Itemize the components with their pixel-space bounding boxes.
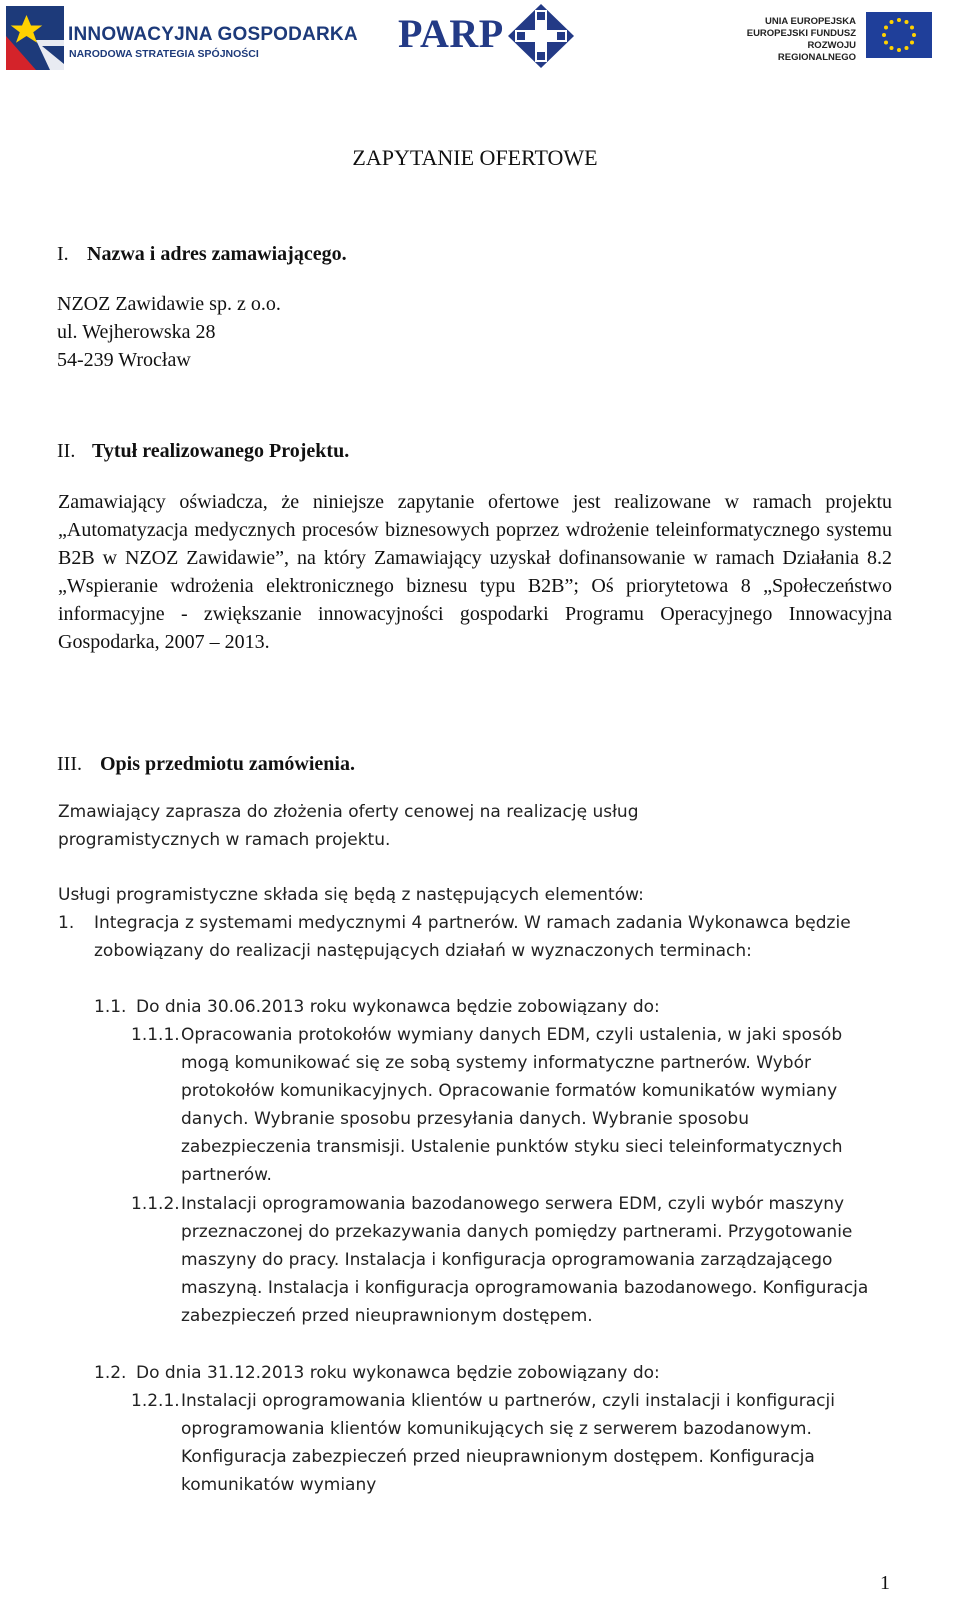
eu-fund-text: [738, 16, 856, 64]
list-item-number: 1.1.2.: [131, 1194, 180, 1214]
eu-fund-logo: [738, 12, 938, 63]
list-item: [131, 1021, 881, 1189]
section-1-heading: [57, 243, 347, 266]
list-item-text: Instalacji oprogramowania bazodanowego serwera EDM, czyli wybór maszyny przeznaczonej do przekazywania danych pomiędzy partnerami. Przygotowanie maszyny do pracy. Instalacja i konfiguracja oprogramowania zarządzającego maszyną. Instalacja i konfiguracja oprogramowania bazodanowego. Konfiguracja zabezpieczeń przed nieuprawnionym dostępem.: [181, 1194, 869, 1326]
list-item-text: Do dnia 30.06.2013 roku wykonawca będzie zobowiązany do:: [136, 997, 660, 1017]
section-title: Opis przedmiotu zamówienia.: [100, 753, 355, 775]
list-item: [94, 1359, 894, 1387]
innowacyjna-gospodarka-logo: [6, 6, 358, 70]
document-title: ZAPYTANIE OFERTOWE: [352, 145, 598, 170]
address-line: NZOZ Zawidawie sp. z o.o.: [57, 293, 281, 315]
list-item-number: 1.1.1.: [131, 1025, 180, 1045]
eu-flag-icon: [866, 12, 932, 58]
list-item-text: Integracja z systemami medycznymi 4 partnerów. W ramach zadania Wykonawca będzie zobowiązany do realizacji następujących działań w wyznaczonych terminach:: [94, 913, 851, 961]
list-item-number: 1.1.: [94, 997, 127, 1017]
address-line: 54-239 Wrocław: [57, 349, 191, 371]
section-number: III.: [57, 753, 82, 775]
section-3-heading: [57, 753, 355, 776]
list-item-text: Instalacji oprogramowania klientów u partnerów, czyli instalacji i konfiguracji oprogramowania klientów komunikujących się z serwerem bazodanowym. Konfiguracja zabezpieczeń przed nieuprawnionym dostępem. Konfiguracja komunikatów wymiany: [181, 1391, 835, 1495]
parp-emblem-icon: [508, 4, 574, 68]
address-block: [57, 290, 281, 374]
list-item-text: Do dnia 31.12.2013 roku wykonawca będzie zobowiązany do:: [136, 1363, 660, 1383]
section-title: Tytuł realizowanego Projektu.: [92, 440, 350, 462]
list-item: [131, 1387, 861, 1499]
list-item: [131, 1190, 891, 1330]
innowacyjna-gospodarka-emblem-icon: [6, 6, 64, 70]
list-item: [58, 909, 898, 965]
page-number: 1: [880, 1572, 890, 1594]
eu-line-1: UNIA EUROPEJSKA: [765, 16, 856, 27]
list-item-number: 1.: [58, 913, 75, 933]
address-line: ul. Wejherowska 28: [57, 321, 216, 343]
section-number: I.: [57, 243, 69, 265]
eu-line-2: EUROPEJSKI FUNDUSZ: [746, 28, 856, 39]
list-item-number: 1.2.1.: [131, 1391, 180, 1411]
list-item-text: Opracowania protokołów wymiany danych EDM, czyli ustalenia, w jaki sposób mogą komunikować się ze sobą systemy informatyczne partnerów. Wybór protokołów komunikacyjnych. Opracowanie formatów komunikatów wymiany danych. Wybranie sposobu przesyłania danych. Wybranie sposobu zabezpieczenia transmisji. Ustalenie punktów styku sieci teleinformatycznych partnerów.: [181, 1025, 843, 1185]
list-item-number: 1.2.: [94, 1363, 127, 1383]
project-paragraph: Zamawiający oświadcza, że niniejsze zapytanie ofertowe jest realizowane w ramach projektu „Automatyzacja medycznych procesów biznesowych poprzez wdrożenie teleinformatycznego systemu B2B w NZOZ Zawidawie”, na który Zamawiający uzyskał dofinansowanie w ramach Działania 8.2 „Wspieranie wdrożenia elektronicznego biznesu typu B2B”; Oś priorytetowa 8 „Społeczeństwo informacyjne - zwiększanie innowacyjności gospodarki Programu Operacyjnego Innowacyjna Gospodarka, 2007 – 2013.: [58, 491, 892, 653]
section-title: Nazwa i adres zamawiającego.: [87, 243, 347, 265]
ig-title: INNOWACYJNA GOSPODARKA: [68, 24, 358, 45]
parp-logo: [398, 4, 598, 68]
parp-wordmark: PARP: [398, 11, 504, 56]
invitation-line: programistycznych w ramach projektu.: [58, 830, 391, 850]
eu-line-3: ROZWOJU REGIONALNEGO: [777, 40, 856, 63]
list-item: [94, 993, 894, 1021]
section-2-heading: [57, 440, 349, 463]
section-number: II.: [57, 440, 76, 462]
invitation-line: Zmawiający zaprasza do złożenia oferty cenowej na realizację usług: [58, 802, 639, 822]
ig-subtitle: NARODOWA STRATEGIA SPÓJNOŚCI: [69, 48, 259, 60]
invitation-text: [58, 798, 918, 854]
services-intro: Usługi programistyczne składa się będą z następujących elementów:: [58, 885, 644, 905]
